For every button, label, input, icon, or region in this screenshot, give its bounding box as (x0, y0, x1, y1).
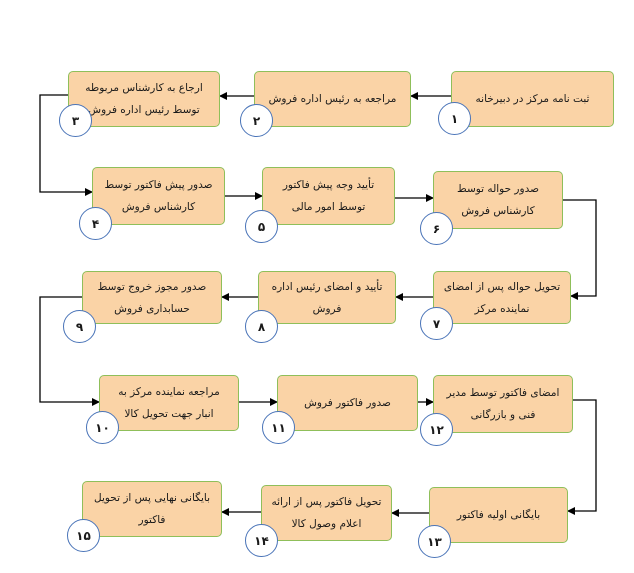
step-3-label: ارجاع به کارشناس مربوطه توسط رئیس اداره فروش (85, 82, 203, 116)
step-12-box (433, 375, 573, 433)
step-8-box (258, 271, 396, 324)
step-14-number: ۱۴ (245, 524, 278, 557)
step-5-box (262, 167, 395, 225)
step-11-label: صدور فاکتور فروش (304, 397, 391, 409)
step-7-box (433, 271, 571, 324)
step-11-number: ۱۱ (262, 411, 295, 444)
step-6-number: ۶ (420, 212, 453, 245)
step-1-box (451, 71, 614, 127)
step-1-label: ثبت نامه مرکز در دبیرخانه (475, 93, 590, 105)
step-9-label: صدور مجوز خروج توسط حسابداری فروش (97, 280, 207, 315)
step-12-label: امضای فاکتور توسط مدیر فنی و بازرگانی (446, 387, 560, 421)
step-4-number: ۴ (79, 207, 112, 240)
step-2-box (254, 71, 411, 127)
step-2-number: ۲ (240, 104, 273, 137)
step-15-label: بایگانی نهایی پس از تحویل فاکتور (94, 492, 210, 526)
step-6-box (433, 171, 563, 229)
step-14-label: تحویل فاکتور پس از ارائه اعلام وصول کالا (271, 496, 382, 530)
step-10-number: ۱۰ (86, 411, 119, 444)
step-9-number: ۹ (63, 310, 96, 343)
step-10-label: مراجعه نماینده مرکز به انبار جهت تحویل کالا (118, 386, 220, 420)
step-3-number: ۳ (59, 104, 92, 137)
step-8-number: ۸ (245, 310, 278, 343)
step-2-label: مراجعه به رئیس اداره فروش (268, 93, 397, 105)
step-6-label: صدور حواله توسط کارشناس فروش (456, 183, 540, 217)
step-14-box (261, 485, 392, 541)
step-4-label: صدور پیش فاکتور توسط کارشناس فروش (104, 179, 213, 213)
step-12-number: ۱۲ (420, 413, 453, 446)
step-5-number: ۵ (245, 210, 278, 243)
step-13-number: ۱۳ (418, 525, 451, 558)
step-11-box (277, 375, 418, 431)
step-10-box (99, 375, 239, 431)
step-15-box (82, 481, 222, 537)
step-4-box (92, 167, 225, 225)
step-15-number: ۱۵ (67, 519, 100, 552)
step-1-number: ۱ (438, 102, 471, 135)
step-7-label: تحویل حواله پس از امضای نماینده مرکز (443, 280, 561, 315)
step-13-label: بایگانی اولیه فاکتور (456, 509, 541, 521)
step-8-label: تأیید و امضای رئیس اداره فروش (271, 280, 383, 315)
step-7-number: ۷ (420, 307, 453, 340)
step-5-label: تأیید وجه پیش فاکتور توسط امور مالی (282, 179, 375, 213)
step-9-box (82, 271, 222, 324)
